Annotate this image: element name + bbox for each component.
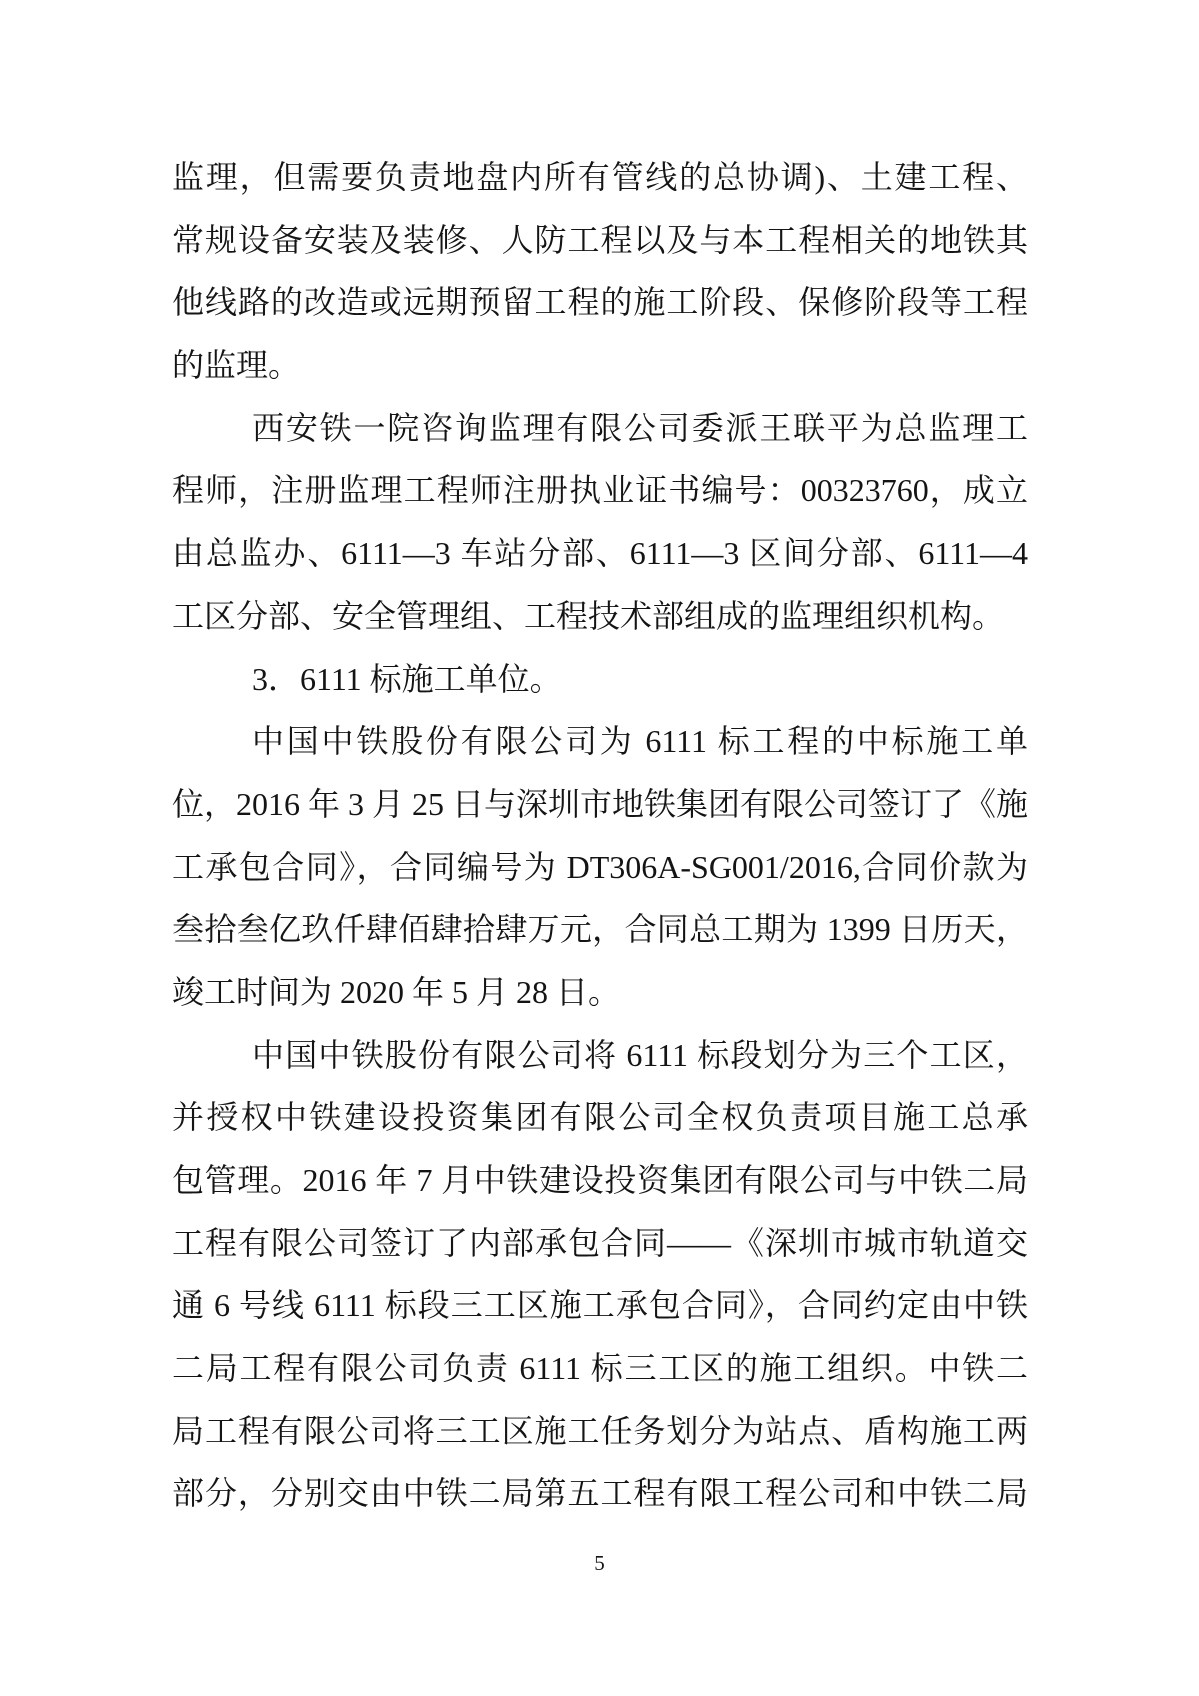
page-number: 5	[594, 1551, 605, 1575]
text-line: 监理，但需要负责地盘内所有管线的总协调)、土建工程、	[172, 159, 1028, 195]
text-line: 位，2016 年 3 月 25 日与深圳市地铁集团有限公司签订了《施	[172, 785, 1029, 822]
text-line: 工区分部、安全管理组、工程技术部组成的监理组织机构。	[172, 597, 1005, 634]
text-line: 部分，分别交由中铁二局第五工程有限工程公司和中铁二局	[172, 1475, 1028, 1512]
text-line: 的监理。	[172, 347, 301, 384]
text-line: 二局工程有限公司负责 6111 标三工区的施工组织。中铁二	[172, 1350, 1028, 1387]
text-line: 工承包合同》，合同编号为 DT306A-SG001/2016,合同价款为	[172, 848, 1028, 885]
text-line: 工程有限公司签订了内部承包合同——《深圳市城市轨道交	[172, 1224, 1028, 1261]
text-line: 由总监办、6111—3 车站分部、6111—3 区间分部、6111—4	[172, 535, 1028, 572]
text-line: 局工程有限公司将三工区施工任务划分为站点、盾构施工两	[172, 1412, 1028, 1449]
text-line: 竣工时间为 2020 年 5 月 28 日。	[172, 973, 621, 1010]
document-text-block	[172, 146, 1028, 1525]
text-line: 他线路的改造或远期预留工程的施工阶段、保修阶段等工程	[172, 284, 1028, 321]
text-line: 程师，注册监理工程师注册执业证书编号：00323760，成立	[172, 472, 1028, 509]
text-line: 通 6 号线 6111 标段三工区施工承包合同》，合同约定由中铁	[172, 1287, 1028, 1324]
text-line: 西安铁一院咨询监理有限公司委派王联平为总监理工	[252, 409, 1028, 446]
text-line: 中国中铁股份有限公司将 6111 标段划分为三个工区，	[252, 1036, 1028, 1073]
text-line: 常规设备安装及装修、人防工程以及与本工程相关的地铁其	[172, 221, 1028, 258]
text-line: 并授权中铁建设投资集团有限公司全权负责项目施工总承	[172, 1099, 1028, 1136]
text-line: 包管理。2016 年 7 月中铁建设投资集团有限公司与中铁二局	[172, 1162, 1028, 1198]
text-line-heading: 3．6111 标施工单位。	[252, 660, 562, 697]
text-line: 叁拾叁亿玖仟肆佰肆拾肆万元，合同总工期为 1399 日历天，	[172, 911, 1028, 948]
text-line: 中国中铁股份有限公司为 6111 标工程的中标施工单	[252, 723, 1028, 760]
